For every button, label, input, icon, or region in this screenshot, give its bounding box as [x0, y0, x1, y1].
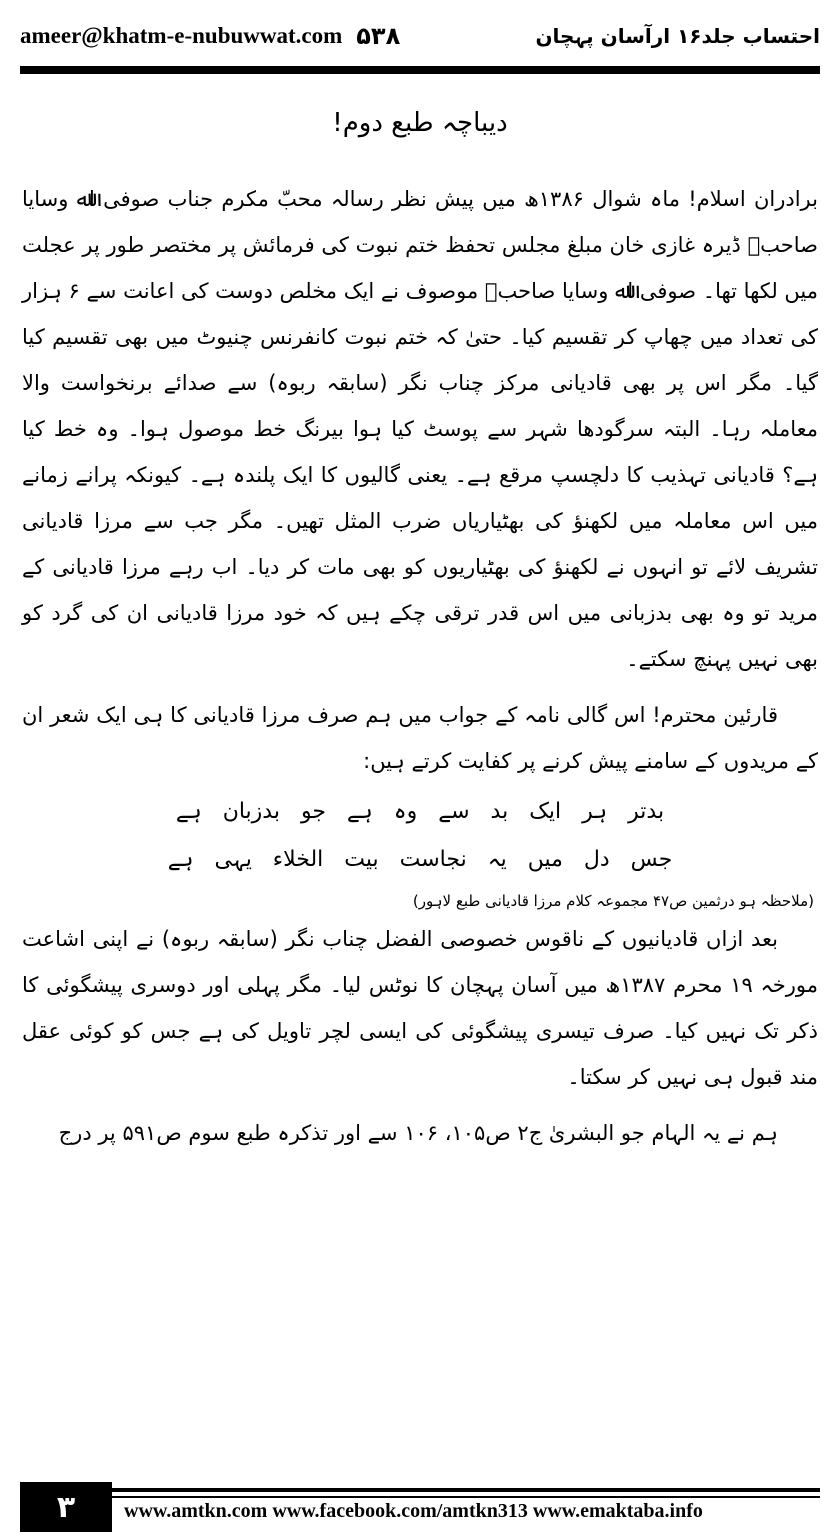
footer-rule-thin [112, 1496, 820, 1498]
paragraph-2: قارئین محترم! اس گالی نامہ کے جواب میں ہم صرف مرزا قادیانی کا ہی ایک شعر ان کے مریدوں کے سامنے پیش کرنے پر کفایت کرتے ہیں: [22, 703, 818, 773]
paragraph-4: ہم نے یہ الہام جو البشریٰ ج۲ ص۱۰۵، ۱۰۶ سے اور تذکرہ طبع سوم ص۵۹۱ پر درج [58, 1121, 778, 1145]
footer-links[interactable]: www.amtkn.com www.facebook.com/amtkn313 www.emaktaba.info [124, 1500, 703, 1522]
header-volume-title: احتساب جلد۱۶ ارآسان پہچان [535, 24, 820, 48]
header-email: ameer@khatm-e-nubuwwat.com [20, 23, 343, 48]
paragraph-1: برادران اسلام! ماہ شوال ۱۳۸۶ھ میں پیش نظر رسالہ محبّ مکرم جناب صوفی اﷲ وسایا صاحبؒ ڈیرہ غازی خان مبلغ مجلس تحفظ ختم نبوت کی فرمائش پر مختصر طور پر عجلت میں لکھا تھا۔ صوفی اﷲ وسایا صاحبؒ موصوف نے ایک مخلص دوست کی اعانت سے ۶ ہزار کی تعداد میں چھاپ کر تقسیم کیا۔ حتیٰ کہ ختم نبوت کانفرنس چنیوٹ میں بھی تقسیم کیا گیا۔ مگر اس پر بھی قادیانی مرکز چناب نگر (سابقہ ربوہ) سے صدائے برنخواست والا معاملہ رہا۔ البتہ سرگودھا شہر سے پوسٹ کیا ہوا بیرنگ خط موصول ہوا۔ وہ خط کیا ہے؟ قادیانی تہذیب کا دلچسپ مرقع ہے۔ یعنی گالیوں کا ایک پلندہ ہے۔ کیونکہ پرانے زمانے میں اس معاملہ میں لکھنؤ کی بھٹیاریاں ضرب المثل تھیں۔ مگر جب سے مرزا قادیانی تشریف لائے تو انہوں نے لکھنؤ کی بھٹیاریوں کو بھی مات کر دیا۔ اب رہے مرزا قادیانی کے مرید تو وہ بھی بدزبانی میں اس قدر ترقی چکے ہیں کہ خود مرزا قادیانی ان کی گرد کو بھی نہیں پہنچ سکتے۔ [22, 187, 818, 671]
couplet-line-2: جس دل میں یہ نجاست بیت الخلاء یہی ہے [167, 847, 673, 872]
page-header [20, 14, 820, 58]
header-left-group [20, 22, 400, 50]
body-text [22, 176, 818, 1156]
poetry-couplet [150, 788, 690, 884]
paragraph-3: بعد ازاں قادیانیوں کے ناقوس خصوصی الفضل چناب نگر (سابقہ ربوہ) نے اپنی اشاعت مورخہ ۱۹ محرم ۱۳۸۷ھ میں آسان پہچان کا نوٹس لیا۔ مگر پہلی اور دوسری پیشگوئی کا ذکر تک نہیں کیا۔ صرف تیسری پیشگوئی کی ایسی لچر تاویل کی ہے جس کو کوئی عقل مند قبول ہی نہیں کر سکتا۔ [22, 927, 818, 1089]
page-title: دیباچہ طبع دوم! [332, 108, 508, 138]
couplet-line-1: بدتر ہر ایک بد سے وہ ہے جو بدزبان ہے [175, 799, 665, 824]
footer-rule-thick [112, 1488, 820, 1492]
header-page-number: ۵۳۸ [356, 22, 401, 50]
page-footer [20, 1482, 820, 1532]
header-rule [20, 66, 820, 74]
couplet-reference: (ملاحظہ ہو درثمین ص۴۷ مجموعہ کلام مرزا قادیانی طبع لاہور) [412, 892, 814, 910]
footer-page-number: ۳ [20, 1482, 112, 1532]
